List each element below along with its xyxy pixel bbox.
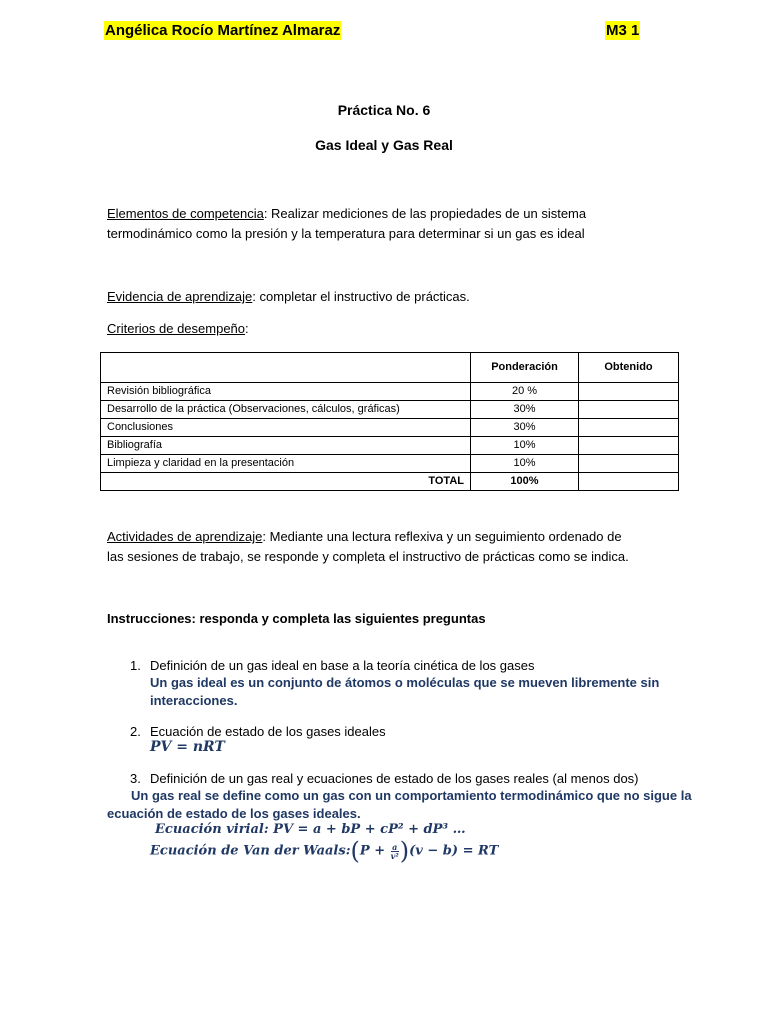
answer-line: ecuación de estado de los gases ideales. [107, 806, 361, 821]
criterion-item: Conclusiones [101, 419, 471, 437]
actividades-label: Actividades de aprendizaje [107, 529, 263, 544]
practice-title: Práctica No. 6 [337, 102, 431, 118]
criterion-obtained[interactable] [579, 419, 679, 437]
answer-line: Un gas ideal es un conjunto de átomos o moléculas que se mueven libremente sin [150, 675, 660, 690]
table-row [101, 383, 679, 401]
answer-line: Un gas real se define como un gas con un comportamiento termodinámico que no sigue la [131, 788, 692, 803]
actividades-section: Actividades de aprendizaje: Mediante una lectura reflexiva y un seguimiento ordenado de las sesiones de trabajo, se responde y completa el instructivo de prácticas como se indica. [107, 527, 687, 567]
virial-label: Ecuación virial [155, 822, 264, 837]
total-obtained[interactable] [579, 473, 679, 491]
vdw-fraction: $\frac{a}{\text{v²}}$ [390, 841, 399, 861]
question-number: 3. [130, 771, 141, 786]
total-label: TOTAL [101, 473, 471, 491]
table-row [101, 401, 679, 419]
table-total-row [101, 473, 679, 491]
practice-subject: Gas Ideal y Gas Real [315, 137, 453, 153]
instructions: Instrucciones: responda y completa las siguientes preguntas [107, 611, 486, 626]
evidencia-text: completar el instructivo de prácticas. [259, 289, 470, 304]
table-row [101, 437, 679, 455]
criteria-table [100, 352, 679, 491]
evidencia-section: Evidencia de aprendizaje: completar el instructivo de prácticas. [107, 289, 470, 304]
table-header-cell: Obtenido [579, 353, 679, 383]
actividades-text-2: las sesiones de trabajo, se responde y completa el instructivo de prácticas como se indica. [107, 549, 629, 564]
answer-3 [107, 787, 692, 823]
table-row [101, 419, 679, 437]
table-header-row [101, 353, 679, 383]
question-text: Definición de un gas real y ecuaciones de estado de los gases reales (al menos dos) [150, 771, 639, 786]
question-number: 2. [130, 724, 141, 739]
group-label: M3 1 [606, 22, 640, 39]
van-der-waals-equation: Ecuación de Van der Waals:(P + $\frac{a}{\text{v²}}$ )(v − b) = RT [150, 837, 499, 865]
criterion-weight: 20 % [471, 383, 579, 401]
question-text: Ecuación de estado de los gases ideales [150, 724, 386, 739]
criterion-obtained[interactable] [579, 401, 679, 419]
evidencia-label: Evidencia de aprendizaje [107, 289, 253, 304]
criterion-weight: 30% [471, 419, 579, 437]
criterion-weight: 30% [471, 401, 579, 419]
table-header-cell: Ponderación [471, 353, 579, 383]
ideal-gas-equation: PV = nRT [150, 739, 225, 755]
criterion-item: Limpieza y claridad en la presentación [101, 455, 471, 473]
table-row [101, 455, 679, 473]
criterios-heading: Criterios de desempeño: [107, 321, 249, 336]
criterios-label: Criterios de desempeño [107, 321, 246, 336]
criterion-item: Revisión bibliográfica [101, 383, 471, 401]
criterion-weight: 10% [471, 455, 579, 473]
criterion-obtained[interactable] [579, 383, 679, 401]
criterion-item: Desarrollo de la práctica (Observaciones, cálculos, gráficas) [101, 401, 471, 419]
question-number: 1. [130, 658, 141, 673]
competencia-text-2: termodinámico como la presión y la temperatura para determinar si un gas es ideal [107, 226, 585, 241]
criterion-obtained[interactable] [579, 455, 679, 473]
author-name: Angélica Rocío Martínez Almaraz [105, 22, 341, 39]
competencia-section: Elementos de competencia: Realizar mediciones de las propiedades de un sistema termodinámico como la presión y la temperatura para determinar si un gas es ideal [107, 204, 667, 244]
total-value: 100% [471, 473, 579, 491]
table-header-cell [101, 353, 471, 383]
competencia-label: Elementos de competencia [107, 206, 264, 221]
answer-1 [150, 674, 659, 710]
virial-equation: Ecuación virial: PV = a + bP + cP² + dP³ … [155, 822, 466, 837]
criterion-item: Bibliografía [101, 437, 471, 455]
criterion-weight: 10% [471, 437, 579, 455]
competencia-text-1: Realizar mediciones de las propiedades de un sistema [271, 206, 587, 221]
answer-line: interacciones. [150, 693, 238, 708]
criterion-obtained[interactable] [579, 437, 679, 455]
actividades-text-1: Mediante una lectura reflexiva y un seguimiento ordenado de [269, 529, 622, 544]
question-text: Definición de un gas ideal en base a la teoría cinética de los gases [150, 658, 535, 673]
vdw-label: Ecuación de Van der Waals [150, 843, 346, 859]
virial-body: PV = a + bP + cP² + dP³ … [273, 822, 466, 837]
